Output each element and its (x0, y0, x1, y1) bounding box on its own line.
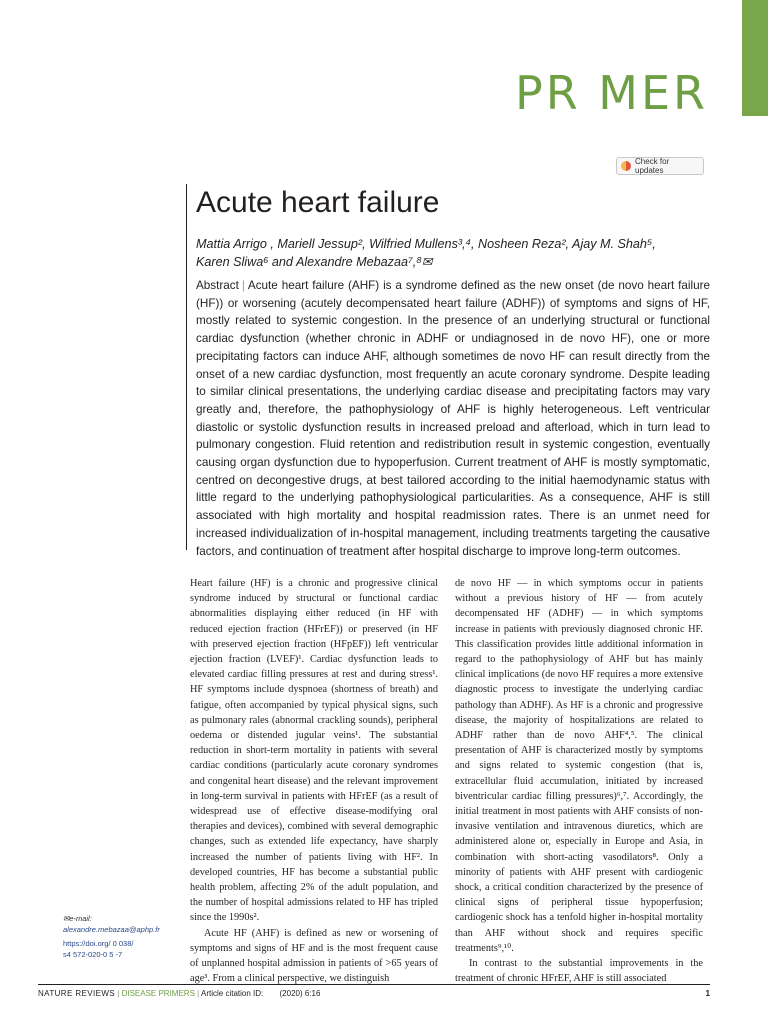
email-label: ✉e-mail: (63, 914, 92, 923)
abstract-text: Acute heart failure (AHF) is a syndrome defined as the new onset (de novo heart failure (HF)) or worsening (acutely decompensated heart failure (ADHF)) of symptoms and signs of HF, mostly related to systemic congestion. In the presence of an underlying structural or functional cardiac dysfunction (whether chronic in ADHF or undiagnosed in de novo HF), one or more precipitating factors can induce AHF, although sometimes de novo HF can result directly from the onset of a new cardiac dysfunction, most frequently an acute coronary syndrome. Despite leading to similar clinical presentations, the underlying cardiac disease and precipitating factors may vary greatly and, therefore, the pathophysiology of AHF is highly heterogeneous. Left ventricular diastolic or systolic dysfunction results in increased preload and afterload, which in turn lead to pulmonary congestion. Fluid retention and redistribution result in systemic congestion, eventually causing organ dysfunction due to hypoperfusion. Current treatment of AHF is mostly symptomatic, centred on decongestive drugs, at best tailored according to the initial haemodynamic status with little regard to the underlying pathophysiological particularities. As a consequence, AHF is still associated with high mortality and hospital readmission rates. There is an unmet need for increased individualization of in-hospital management, including treatments targeting the causative factors, and continuation of treatment after hospital discharge to improve long-term outcomes. (196, 279, 710, 558)
footer-journal: NATURE REVIEWS (38, 989, 116, 998)
footer-separator: | (117, 989, 120, 998)
article-title: Acute heart failure (196, 186, 440, 219)
footer-rule (38, 984, 710, 985)
crossmark-icon (621, 161, 631, 171)
footer-series: DISEASE PRIMERS (121, 989, 195, 998)
primer-header: PR MER (514, 66, 708, 120)
body-paragraph: Heart failure (HF) is a chronic and progressive clinical syndrome induced by structural or functional cardiac abnormalities displaying either reduced (in HF with reduced ejection fraction (HFrEF)) or preserved (in HF with preserved ejection fraction (HFpEF)) left ventricular ejection fraction (LVEF)¹. Cardiac dysfunction leads to elevated cardiac filling pressures at rest and during stress¹. HF symptoms include dyspnoea (shortness of breath) and fatigue, often accompanied by typical physical signs, such as pulmonary rales (abnormal crackling sounds), peripheral oedema or distended jugular veins¹. The substantial reduction in short-term mortality in patients with several cardiac conditions (particularly acute coronary syndromes and congenital heart disease) and the relevant improvement in long-term survival in patients with HFrEF (as a result of widespread use of effective disease-modifying oral therapies and devices), combined with several demographic changes, such as extended life expectancy, have sharply increased the number of patients living with HF². In developed countries, HF has become a substantial public health problem, affecting 2% of the adult population, and the number of hospital admissions related to HF has tripled since the 1990s². (190, 578, 438, 924)
abstract-separator: | (241, 279, 245, 292)
doi-line-2: s4 572-020-0 5 -7 (63, 950, 123, 959)
body-column-right (455, 576, 703, 986)
body-paragraph: Acute HF (AHF) is defined as new or worsening of symptoms and signs of HF and is the most frequent cause of unplanned hospital admission in patients of >65 years of age³. From a clinical perspective, we distinguish (190, 927, 438, 985)
section-color-bar (742, 0, 768, 116)
page-footer (38, 989, 710, 998)
doi-line-1: https://doi.org/ 0 038/ (63, 939, 134, 948)
authors-line-1: Mattia Arrigo , Mariell Jessup², Wilfried Mullens³,⁴, Nosheen Reza², Ajay M. Shah⁵, (196, 237, 656, 251)
check-for-updates-button[interactable] (616, 157, 704, 175)
footer-year-volume: (2020) 6:16 (279, 989, 321, 998)
abstract-rule (186, 184, 187, 550)
body-paragraph: de novo HF — in which symptoms occur in patients without a previous history of HF — from acutely decompensated HF (ADHF) — in which symptoms increase in patients with previously diagnosed chronic HF. This classification provides little additional information in regard to the pathophysiology of AHF but has mainly clinical implications (de novo HF requires a more extensive diagnostic process to investigate the underlying cardiac pathology than ADHF). As HF is a chronic and progressive disease, the majority of hospitalizations are related to ADHF rather than de novo AHF⁴,⁵. The clinical presentation of AHF is characterized mostly by symptoms and signs related to systemic congestion (that is, extracellular fluid accumulation, initiated by increased biventricular cardiac filling pressures)⁶,⁷. Accordingly, the initial treatment in most patients with AHF consists of non-invasive ventilation and intravenous diuretics, which are administered alone or, especially in Europe and Asia, in combination with short-acting vasodilators⁸. Only a minority of patients with AHF present with cardiogenic shock, a critical condition characterized by the presence of clinical signs of peripheral tissue hypoperfusion; cardiogenic shock has a tenfold higher in-hospital mortality than AHF without shock and requires specific treatments⁹,¹⁰. (455, 578, 703, 954)
footer-citation-label: Article citation ID: (201, 989, 264, 998)
doi-link[interactable] (63, 938, 183, 960)
correspondence-note (63, 913, 183, 960)
check-for-updates-label: Check for updates (635, 157, 670, 175)
abstract (196, 277, 710, 560)
page-number: 1 (705, 989, 710, 998)
footer-separator: | (197, 989, 200, 998)
authors-line-2: Karen Sliwa⁶ and Alexandre Mebazaa⁷,⁸✉ (196, 254, 433, 269)
email-link[interactable]: alexandre.mebazaa@aphp.fr (63, 925, 160, 934)
body-column-left (190, 576, 438, 986)
abstract-label: Abstract (196, 279, 239, 292)
body-paragraph: In contrast to the substantial improvements in the treatment of chronic HFrEF, AHF is still associated (455, 958, 703, 985)
author-list (196, 236, 716, 271)
